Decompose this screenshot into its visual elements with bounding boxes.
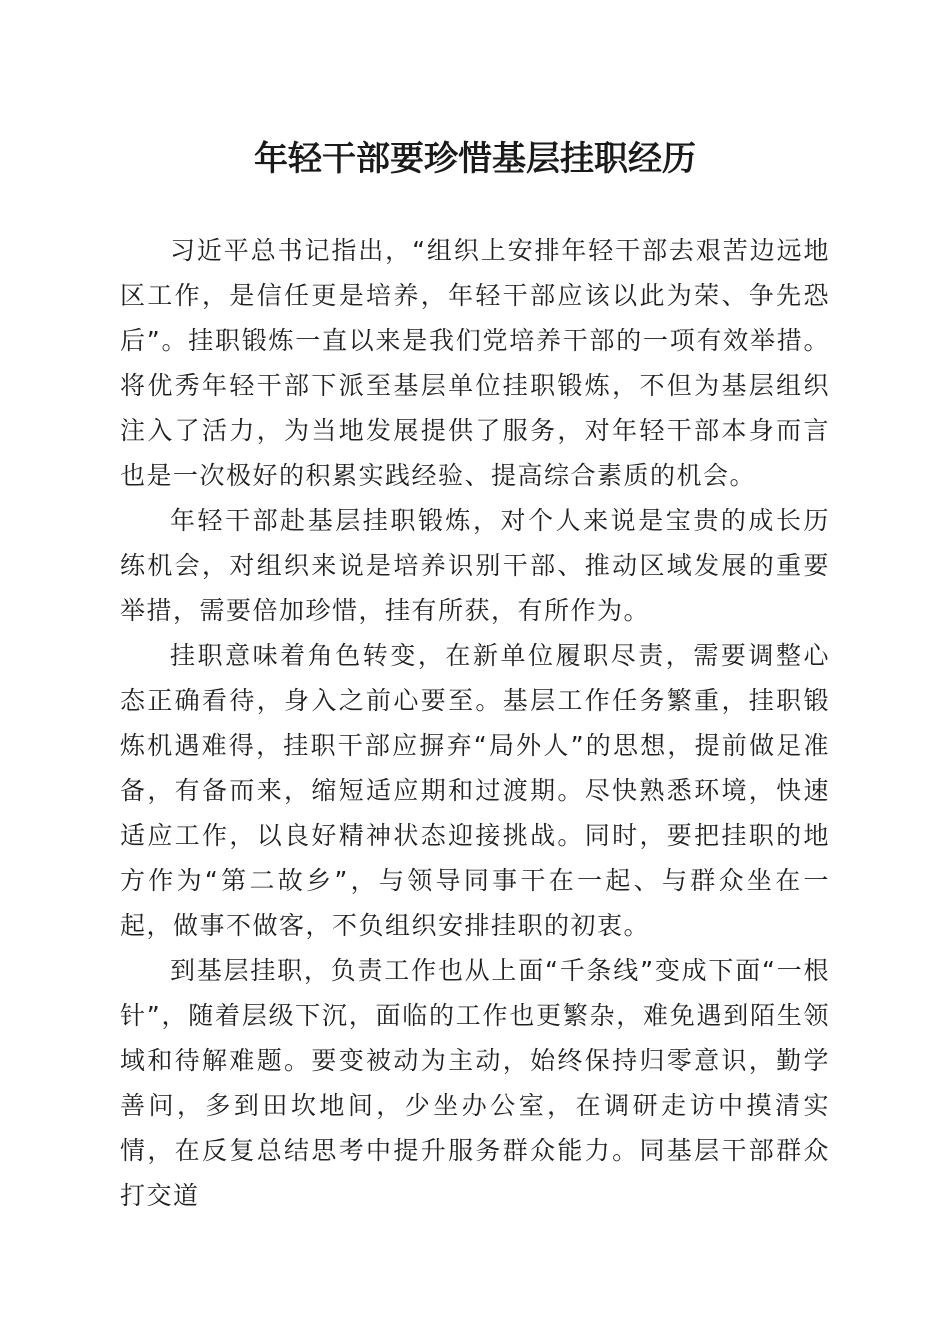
document-title: 年轻干部要珍惜基层挂职经历 [254,139,696,179]
paragraph-2: 年轻干部赴基层挂职锻炼，对个人来说是宝贵的成长历练机会，对组织来说是培养识别干部、推动区域发展的重要举措，需要倍加珍惜，挂有所获，有所作为。 [120,506,830,625]
paragraph-4: 到基层挂职，负责工作也从上面“千条线”变成下面“一根针”，随着层级下沉，面临的工作也更繁杂，难免遇到陌生领域和待解难题。要变被动为主动，始终保持归零意识，勤学善问，多到田坎地间，少坐办公室，在调研走访中摸清实情，在反复总结思考中提升服务群众能力。同基层干部群众打交道 [120,956,830,1210]
paragraph-1: 习近平总书记指出，“组织上安排年轻干部去艰苦边远地区工作，是信任更是培养，年轻干部应该以此为荣、争先恐后”。挂职锻炼一直以来是我们党培养干部的一项有效举措。将优秀年轻干部下派至基层单位挂职锻炼，不但为基层组织注入了活力，为当地发展提供了服务，对年轻干部本身而言也是一次极好的积累实践经验、提高综合素质的机会。 [120,236,830,490]
document-body [120,228,830,1218]
paragraph-3: 挂职意味着角色转变，在新单位履职尽责，需要调整心态正确看待，身入之前心要至。基层工作任务繁重，挂职锻炼机遇难得，挂职干部应摒弃“局外人”的思想，提前做足准备，有备而来，缩短适应期和过渡期。尽快熟悉环境，快速适应工作，以良好精神状态迎接挑战。同时，要把挂职的地方作为“第二故乡”，与领导同事干在一起、与群众坐在一起，做事不做客，不负组织安排挂职的初衷。 [120,641,830,940]
